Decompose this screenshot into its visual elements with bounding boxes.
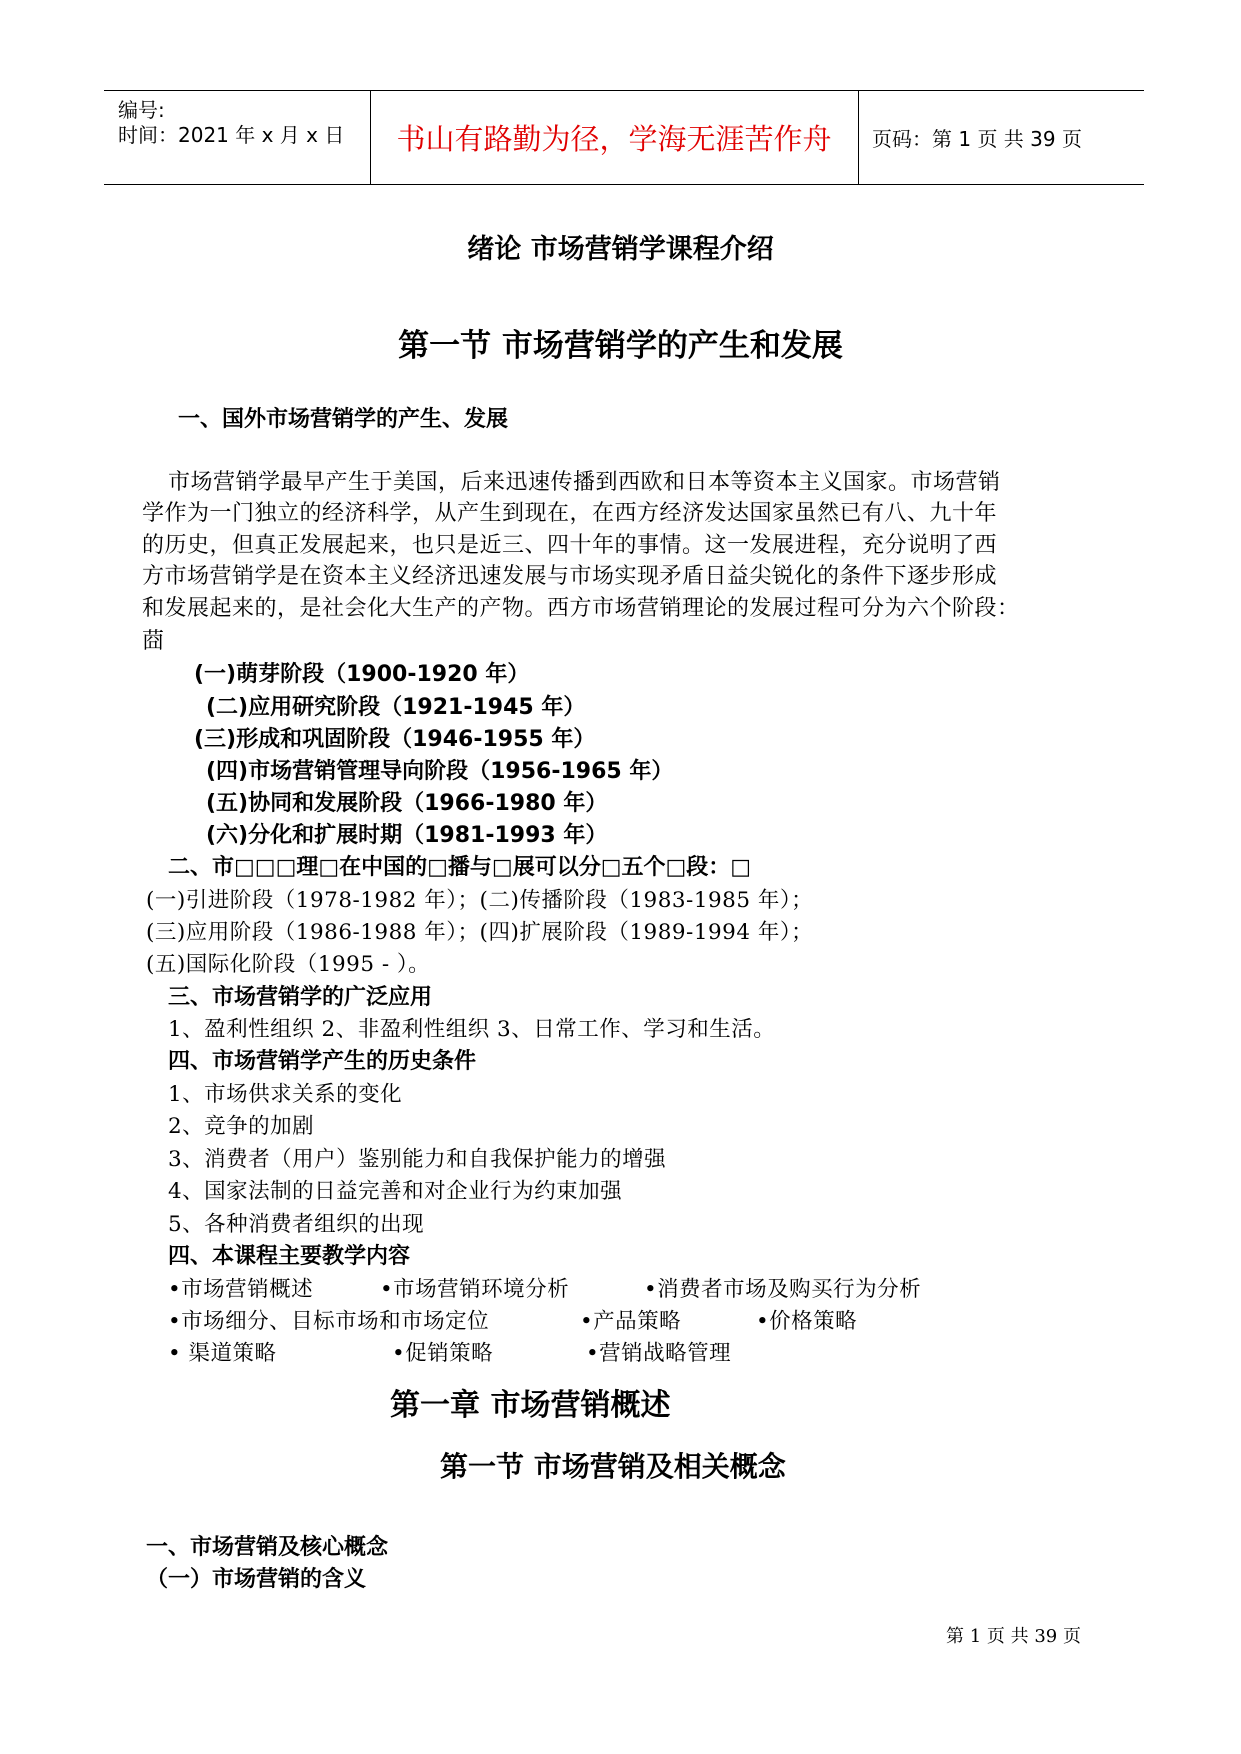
china-stage-line: (三)应用阶段（1986-1988 年）；(四)扩展阶段（1989-1994 年）； (146, 920, 814, 945)
content-item: •消费者市场及购买行为分析 (644, 1277, 922, 1302)
condition-item: 5、各种消费者组织的出现 (168, 1212, 425, 1237)
heading-5: 四、本课程主要教学内容 (168, 1244, 411, 1269)
time-label: 时间：2021 年 x 月 x 日 (118, 123, 345, 147)
page-footer: 第 1 页 共 39 页 (946, 1626, 1081, 1647)
content-item: •市场营销概述 (168, 1277, 314, 1302)
stage-item: (一)萌芽阶段（1900-1920 年） (194, 662, 530, 687)
heading-4: 四、市场营销学产生的历史条件 (168, 1049, 477, 1074)
intro-line: 方市场营销学是在资本主义经济迅速发展与市场实现矛盾日益尖锐化的条件下逐步形成 (142, 564, 998, 589)
stage-item: (四)市场营销管理导向阶段（1956-1965 年） (206, 759, 674, 784)
content-item: •市场营销环境分析 (380, 1277, 570, 1302)
intro-line: 市场营销学最早产生于美国，后来迅速传播到西欧和日本等资本主义国家。市场营销 (168, 470, 1001, 495)
intro-line: 莔 (142, 629, 165, 654)
stage-item: (三)形成和巩固阶段（1946-1955 年） (194, 727, 596, 752)
content-item: •市场细分、目标市场和市场定位 (168, 1309, 490, 1334)
chapter-section-title: 第一节 市场营销及相关概念 (440, 1450, 786, 1483)
china-stage-line: (一)引进阶段（1978-1982 年）；(二)传播阶段（1983-1985 年）； (146, 888, 814, 913)
section-title: 第一节 市场营销学的产生和发展 (398, 328, 843, 364)
stage-item: (六)分化和扩展时期（1981-1993 年） (206, 823, 608, 848)
condition-item: 2、竞争的加剧 (168, 1114, 315, 1139)
heading-6: 一、市场营销及核心概念 (146, 1535, 389, 1560)
heading-7: （一）市场营销的含义 (146, 1567, 367, 1592)
heading-1: 一、国外市场营销学的产生、发展 (178, 407, 509, 432)
condition-item: 4、国家法制的日益完善和对企业行为约束加强 (168, 1179, 623, 1204)
condition-item: 1、市场供求关系的变化 (168, 1082, 403, 1107)
intro-line: 学作为一门独立的经济科学，从产生到现在，在西方经济发达国家虽然已有八、九十年 (142, 501, 998, 526)
page-code: 页码：第 1 页 共 39 页 (872, 127, 1082, 151)
header-left-cell (104, 91, 371, 184)
content-item: •促销策略 (392, 1341, 494, 1366)
document-header (104, 90, 1144, 185)
content-item: •产品策略 (580, 1309, 682, 1334)
heading-2: 二、市□□□理□在中国的□播与□展可以分□五个□段：□ (168, 855, 752, 880)
intro-line: 和发展起来的，是社会化大生产的产物。西方市场营销理论的发展过程可分为六个阶段： (142, 596, 1020, 621)
condition-item: 3、消费者（用户）鉴别能力和自我保护能力的增强 (168, 1147, 667, 1172)
intro-line: 的历史，但真正发展起来，也只是近三、四十年的事情。这一发展进程，充分说明了西 (142, 533, 998, 558)
motto: 书山有路勤为径，学海无涯苦作舟 (370, 91, 859, 184)
stage-item: (五)协同和发展阶段（1966-1980 年） (206, 791, 608, 816)
application-text: 1、盈利性组织 2、非盈利性组织 3、日常工作、学习和生活。 (168, 1017, 776, 1042)
stage-item: (二)应用研究阶段（1921-1945 年） (206, 695, 586, 720)
heading-3: 三、市场营销学的广泛应用 (168, 985, 433, 1010)
content-item: •营销战略管理 (586, 1341, 732, 1366)
chapter-title: 第一章 市场营销概述 (390, 1388, 671, 1423)
china-stage-line: (五)国际化阶段（1995 - ）。 (146, 952, 431, 977)
content-item: • 渠道策略 (168, 1341, 277, 1366)
content-item: •价格策略 (756, 1309, 858, 1334)
page-title: 绪论 市场营销学课程介绍 (467, 234, 774, 265)
serial-label: 编号: (118, 98, 165, 122)
